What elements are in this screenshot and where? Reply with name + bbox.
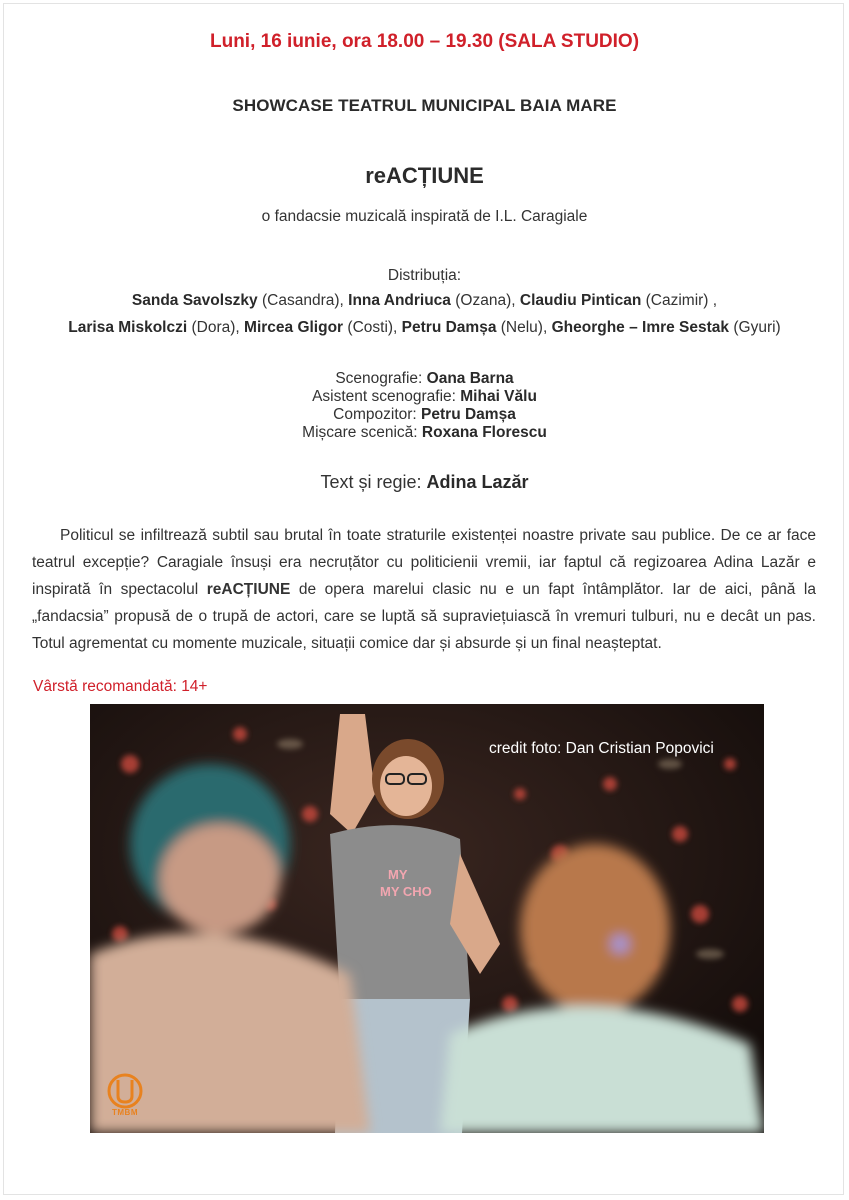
cast-line-2: Larisa Miskolczi (Dora), Mircea Gligor (Costi), Petru Damșa (Nelu), Gheorghe – Imre Sestak (Gyuri) [68, 319, 781, 336]
credit-label: Scenografie: [335, 370, 423, 387]
cast-name: Sanda Savolszky [131, 292, 258, 309]
cast-name: Inna Andriuca [348, 292, 451, 309]
cast-line-1: Sanda Savolszky (Casandra), Inna Andriuca (Ozana), Claudiu Pintican (Cazimir) , [131, 292, 718, 309]
description-show-name: reACȚIUNE [206, 581, 291, 598]
cast-name: Claudiu Pintican [519, 292, 642, 309]
show-subtitle: o fandacsie muzicală inspirată de I.L. Caragiale [261, 208, 588, 225]
cast-role: (Cazimir) [645, 292, 709, 309]
description-paragraph [32, 522, 816, 657]
cast-name: Mircea Gligor [244, 319, 344, 336]
production-photo [90, 704, 764, 1133]
logo-text: TMBM [112, 1108, 138, 1117]
cast-role: (Costi) [347, 319, 394, 336]
director-name: Adina Lazăr [426, 472, 529, 492]
theater-logo [103, 1072, 147, 1120]
credit-label: Compozitor: [333, 406, 417, 423]
cast-role: (Gyuri) [733, 319, 781, 336]
credit-name: Roxana Florescu [421, 424, 547, 441]
age-recommendation: Vârstă recomandată: 14+ [33, 678, 208, 695]
svg-text:MY CHO: MY CHO [380, 884, 432, 899]
description-text: Politicul se infiltrează subtil sau brutal în toate straturile existenței noastre private sau publice. De ce ar face teatrul excepție? Caragiale însuși era necruțător cu politicienii vremii, iar faptul că regizoarea Adina Lazăr e inspirată în spectacolul [32, 527, 816, 598]
credit-line [0, 406, 849, 424]
direction-label: Text și regie: [320, 472, 422, 492]
credit-line [0, 370, 849, 388]
credits-block [0, 370, 849, 442]
cast-heading: Distribuția: [387, 267, 462, 284]
credit-label: Asistent scenografie: [312, 388, 456, 405]
organizer-heading: SHOWCASE TEATRUL MUNICIPAL BAIA MARE [232, 96, 617, 115]
logo-emblem [103, 1072, 147, 1110]
cast-role: (Casandra) [262, 292, 340, 309]
credit-name: Petru Damșa [421, 406, 516, 423]
cast-role: (Nelu) [500, 319, 543, 336]
photo-credit: credit foto: Dan Cristian Popovici [489, 740, 714, 757]
credit-label: Mișcare scenică: [302, 424, 418, 441]
photo-illustration [90, 704, 764, 1133]
event-date-line: Luni, 16 iunie, ora 18.00 – 19.30 (SALA STUDIO) [209, 31, 640, 52]
description-text: de opera marelui clasic nu e un fapt întâmplător. Iar de aici, până la „fandacsia” propusă de o trupă de actori, care se luptă să supraviețuiască în vremuri tulburi, nu e decât un pas. Totul agrementat cu momente muzicale, situații comice dar și absurde și un final neașteptat. [32, 581, 816, 652]
direction-line [0, 472, 849, 493]
credit-line [0, 424, 849, 442]
cast-name: Gheorghe – Imre Sestak [551, 319, 730, 336]
show-title: reACȚIUNE [365, 163, 484, 188]
credit-name: Oana Barna [426, 370, 514, 387]
credit-line [0, 388, 849, 406]
cast-name: Petru Damșa [401, 319, 497, 336]
credit-name: Mihai Vălu [460, 388, 537, 405]
cast-role: (Ozana) [455, 292, 512, 309]
cast-role: (Dora) [191, 319, 236, 336]
shirt-print: MY [388, 867, 408, 882]
cast-name: Larisa Miskolczi [68, 319, 188, 336]
